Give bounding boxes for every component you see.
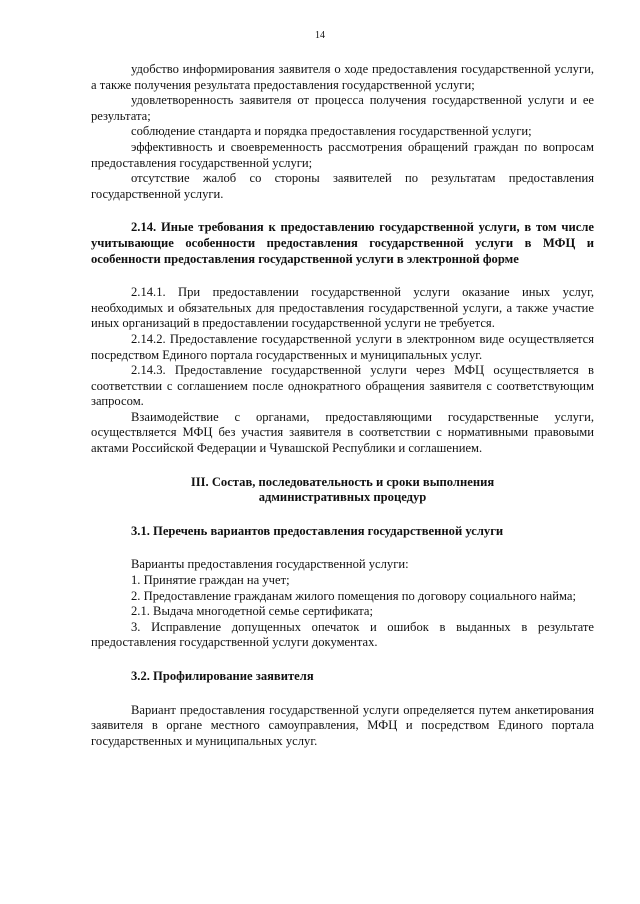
- paragraph: отсутствие жалоб со стороны заявителей по результатам предоставления государственной услуги.: [91, 171, 594, 201]
- chapter-heading-line-2: административных процедур: [258, 490, 427, 505]
- list-item: 1. Принятие граждан на учет;: [131, 573, 290, 588]
- list-item: 2.1. Выдача многодетной семье сертификата;: [131, 604, 374, 619]
- paragraph: Взаимодействие с органами, предоставляющими государственные услуги, осуществляется МФЦ без участия заявителя в соответствии с нормативными правовыми актами Российской Федерации и Чувашской Республики и соглашением.: [91, 409, 594, 456]
- section-heading-3-2: 3.2. Профилирование заявителя: [131, 669, 314, 683]
- paragraph: эффективность и своевременность рассмотрения обращений граждан по вопросам предоставления государственной услуги;: [91, 139, 594, 170]
- paragraph: соблюдение стандарта и порядка предоставления государственной услуги;: [131, 124, 532, 139]
- section-heading-2-14: 2.14. Иные требования к предоставлению государственной услуги, в том числе учитывающие особенности предоставления государственной услуги в МФЦ и особенности предоставления государственной услуги в электронной форме: [91, 220, 594, 266]
- paragraph: 2.14.3. Предоставление государственной услуги через МФЦ осуществляется в соответствии с соглашением после однократного обращения заявителя с соответствующим запросом.: [91, 363, 594, 409]
- paragraph: удовлетворенность заявителя от процесса получения государственной услуги и ее результата;: [91, 93, 594, 123]
- list-item: 2. Предоставление гражданам жилого помещения по договору социального найма;: [131, 588, 576, 603]
- paragraph: 2.14.2. Предоставление государственной услуги в электронном виде осуществляется посредством Единого портала государственных и муниципальных услуг.: [91, 331, 594, 362]
- page-number: 14: [315, 30, 325, 41]
- chapter-heading-line-1: III. Состав, последовательность и сроки выполнения: [190, 474, 495, 489]
- paragraph: 2.14.1. При предоставлении государственной услуги оказание иных услуг, необходимых и обязательных для предоставления государственной услуги, а также участие иных организаций в предоставлении государственной услуги не требуется.: [91, 285, 594, 331]
- paragraph: Вариант предоставления государственной услуги определяется путем анкетирования заявителя в органе местного самоуправления, МФЦ и посредством Единого портала государственных и муниципальных услуг.: [91, 702, 594, 748]
- section-heading-3-1: 3.1. Перечень вариантов предоставления государственной услуги: [131, 523, 504, 538]
- page-content: [91, 62, 594, 749]
- list-item: 3. Исправление допущенных опечаток и ошибок в выданных в результате предоставления государственной услуги документах.: [91, 619, 594, 650]
- paragraph: удобство информирования заявителя о ходе предоставления государственной услуги, а также получения результата предоставления государственной услуги;: [91, 62, 594, 92]
- paragraph: Варианты предоставления государственной услуги:: [131, 557, 409, 572]
